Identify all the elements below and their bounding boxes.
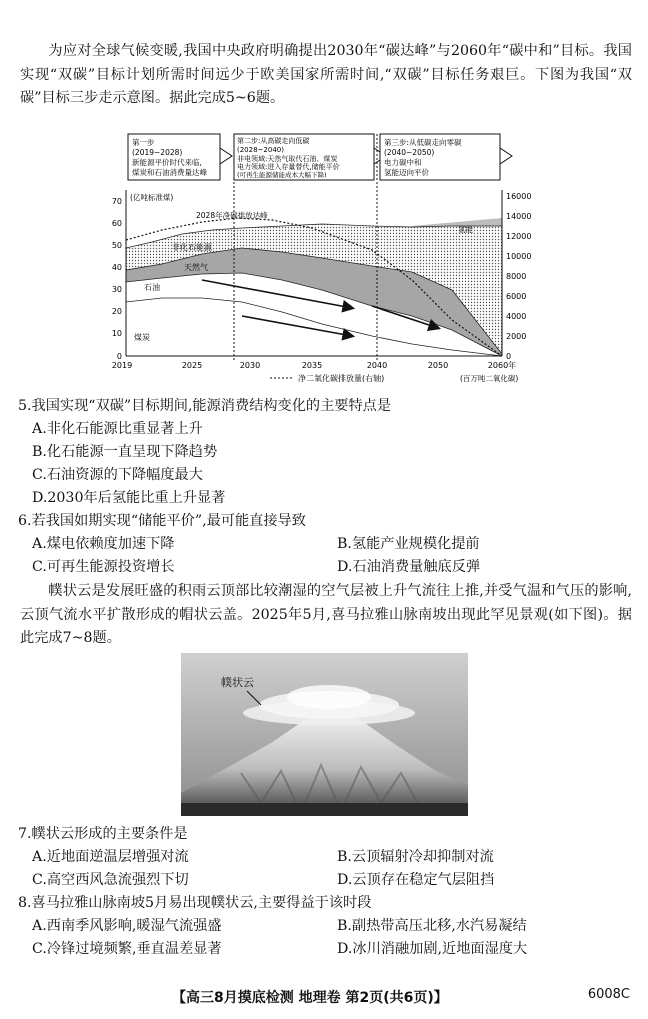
q5-stem: 5.我国实现“双碳”目标期间,能源消费结构变化的主要特点是: [18, 398, 392, 414]
left-tick: 0: [116, 352, 122, 361]
x-tick: 2025: [181, 361, 203, 370]
right-tick: 8000: [506, 272, 527, 281]
step1-line1: 新能源平价时代来临,: [132, 158, 202, 167]
q8-option-c[interactable]: C.冷锋过境频繁,垂直温差显著: [32, 941, 222, 957]
dual-carbon-three-step-figure: [111, 130, 542, 390]
step1-years: (2019~2028): [132, 148, 183, 157]
x-tick: 2035: [301, 361, 323, 370]
q8-option-a[interactable]: A.西南季风影响,暖湿气流强盛: [32, 918, 222, 934]
step2-line1: 非电领域:天然气取代石油、煤炭: [237, 155, 338, 163]
step1-arrow: [220, 148, 232, 164]
right-tick: 14000: [506, 212, 532, 221]
step3-title: 第三步:从低碳走向零碳: [384, 138, 462, 147]
right-tick: 0: [506, 352, 512, 361]
right-tick-labels: [506, 192, 531, 361]
q5-option-a[interactable]: A.非化石能源比重显著上升: [32, 421, 203, 437]
q8-option-b[interactable]: B.副热带高压北移,水汽易凝结: [337, 918, 527, 934]
step3-line2: 氢能迈向平价: [384, 168, 429, 177]
left-tick: 20: [111, 307, 122, 316]
nonfossil-label: 非化石能源: [172, 243, 212, 252]
q7-option-d[interactable]: D.云顶存在稳定气层阻挡: [337, 872, 495, 888]
intro-paragraph-5-6: 为应对全球气候变暖,我国中央政府明确提出2030年“碳达峰”与2060年“碳中和”目标。我国实现“双碳”目标计划所需时间远少于欧美国家所需时间,“双碳”目标任务艰巨。下图为我国“双碳”目标三步走示意图。据此完成5~6题。: [20, 43, 632, 106]
oil-label: 石油: [144, 283, 160, 292]
step3-years: (2040~2050): [384, 148, 435, 157]
hydrogen-label: 氢能: [458, 225, 473, 234]
right-tick: 16000: [506, 192, 532, 201]
right-tick: 4000: [506, 312, 527, 321]
q7-option-b[interactable]: B.云顶辐射冷却抑制对流: [337, 849, 494, 865]
footer-title: 【高三8月摸底检测 地理卷 第2页(共6页)】: [172, 990, 448, 1006]
footer-code: 6008C: [587, 987, 630, 1002]
q7-option-a[interactable]: A.近地面逆温层增强对流: [32, 849, 189, 865]
right-tick: 6000: [506, 292, 527, 301]
q6-option-d[interactable]: D.石油消费量触底反弹: [337, 559, 481, 575]
x-tick: 2060年: [487, 361, 517, 370]
x-tick: 2030: [239, 361, 261, 370]
left-axis-label: (亿吨标准煤): [130, 193, 174, 202]
right-tick: 2000: [506, 332, 527, 341]
step3-line1: 电力碳中和: [384, 158, 422, 167]
left-tick: 30: [111, 285, 122, 294]
legend-label: 净二氧化碳排放量(右轴): [298, 374, 385, 383]
coal-label: 煤炭: [134, 333, 150, 342]
intro-paragraph-7-8: 幞状云是发展旺盛的积雨云顶部比较潮湿的空气层被上升气流往上推,并受气温和气压的影响,云顶气流水平扩散形成的帽状云盖。2025年5月,喜马拉雅山脉南坡出现此罕见景观(如下图)。据此完成7~8题。: [20, 583, 632, 646]
peak-label: 2028年净碳排放达峰: [196, 211, 268, 220]
step3-arrow: [500, 148, 512, 164]
photo-label: 幞状云: [221, 676, 254, 689]
left-tick: 70: [111, 197, 122, 206]
x-tick: 2019: [111, 361, 133, 370]
step2-line3: (可再生能源储能成本大幅下降): [237, 171, 327, 179]
gas-label: 天然气: [184, 263, 208, 272]
left-tick: 40: [111, 263, 122, 272]
right-unit-label: (百万吨二氧化碳): [460, 374, 519, 383]
q5-option-d[interactable]: D.2030年后氢能比重上升显著: [32, 490, 226, 506]
pileus-cloud-photo: [181, 653, 468, 816]
q6-option-b[interactable]: B.氢能产业规模化提前: [337, 536, 480, 552]
x-tick-labels: [112, 360, 516, 370]
left-tick: 10: [111, 329, 122, 338]
left-tick-labels: [112, 197, 122, 361]
right-tick: 10000: [506, 252, 532, 261]
q6-option-c[interactable]: C.可再生能源投资增长: [32, 559, 175, 575]
step1-line2: 煤炭和石油消费量达峰: [132, 168, 207, 177]
q7-option-c[interactable]: C.高空西风急流强烈下切: [32, 872, 189, 888]
x-tick: 2050: [427, 361, 449, 370]
q8-option-d[interactable]: D.冰川消融加剧,近地面湿度大: [337, 941, 528, 957]
q8-stem: 8.喜马拉雅山脉南坡5月易出现幞状云,主要得益于该时段: [18, 895, 372, 911]
q6-option-a[interactable]: A.煤电依赖度加速下降: [32, 536, 175, 552]
q6-stem: 6.若我国如期实现“储能平价”,最可能直接导致: [18, 513, 306, 529]
right-tick: 12000: [506, 232, 532, 241]
step1-title: 第一步: [132, 138, 155, 147]
step2-years: (2028~2040): [237, 146, 284, 154]
step2-line2: 电力领域:进入存量替代,储能平价: [237, 163, 340, 171]
left-tick: 50: [111, 241, 122, 250]
page-footer: [0, 987, 648, 1011]
q7-stem: 7.幞状云形成的主要条件是: [18, 826, 188, 842]
left-tick: 60: [111, 219, 122, 228]
x-tick: 2040: [366, 361, 388, 370]
q5-option-b[interactable]: B.化石能源一直呈现下降趋势: [32, 444, 218, 460]
step2-title: 第二步:从高碳走向低碳: [237, 137, 310, 145]
q5-option-c[interactable]: C.石油资源的下降幅度最大: [32, 467, 203, 483]
